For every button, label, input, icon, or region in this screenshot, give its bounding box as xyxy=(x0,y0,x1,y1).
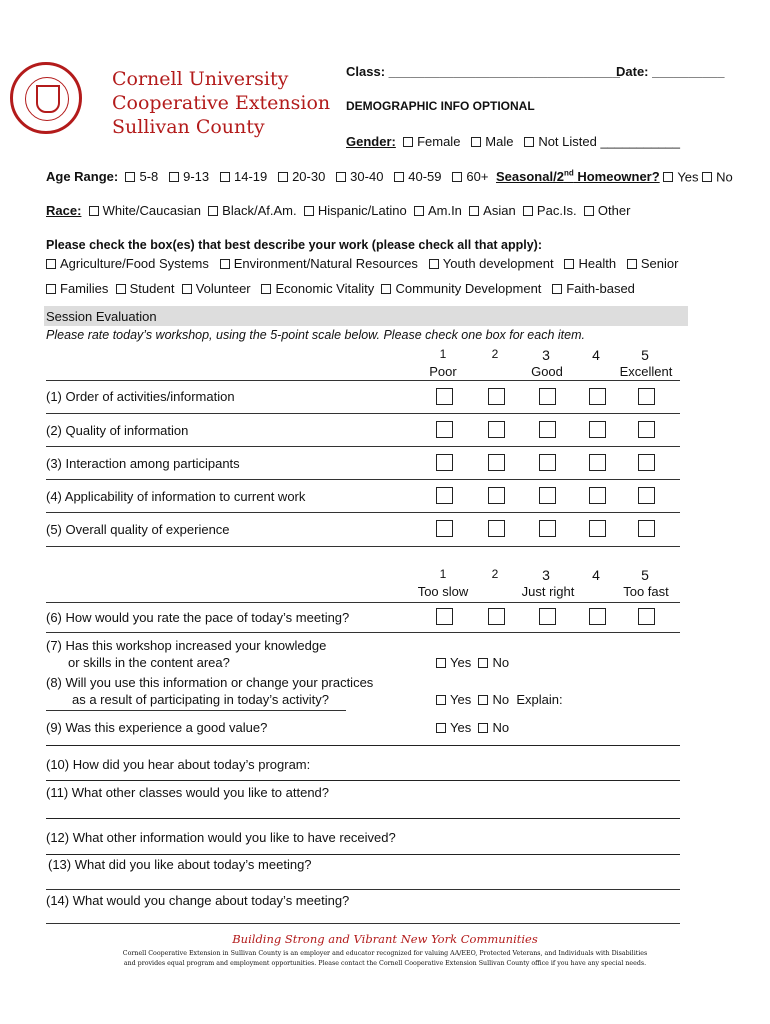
logo-line-2: Cooperative Extension xyxy=(112,92,331,114)
rating-2-option-2-checkbox[interactable] xyxy=(488,421,505,438)
question-11: (11) What other classes would you like to attend? xyxy=(46,785,330,800)
gender-option: Male xyxy=(485,134,514,149)
question-14: (14) What would you change about today’s meeting? xyxy=(46,893,350,908)
scale-num-4: 4 xyxy=(592,347,600,363)
divider xyxy=(46,446,680,447)
work-checkbox[interactable] xyxy=(46,284,56,294)
question-6: (6) How would you rate the pace of today’s meeting? xyxy=(46,610,350,625)
race-checkbox[interactable] xyxy=(208,206,218,216)
rating-3-option-4-checkbox[interactable] xyxy=(589,454,606,471)
work-checkbox[interactable] xyxy=(220,259,230,269)
pace-option-4-checkbox[interactable] xyxy=(589,608,606,625)
age-checkbox[interactable] xyxy=(278,172,288,182)
rating-2-option-1-checkbox[interactable] xyxy=(436,421,453,438)
q13-answer-line[interactable] xyxy=(46,889,680,890)
work-option: Student xyxy=(129,281,175,296)
pace-word-just-right: Just right xyxy=(521,584,575,599)
scale-word-poor: Poor xyxy=(429,364,457,379)
q9-no-checkbox[interactable] xyxy=(478,723,488,733)
rating-item-3: (3) Interaction among participants xyxy=(46,456,240,471)
pace-word-too-fast: Too fast xyxy=(623,584,669,599)
gender-label: Gender: xyxy=(346,134,396,149)
rating-4-option-3-checkbox[interactable] xyxy=(539,487,556,504)
divider xyxy=(46,479,680,480)
rating-item-5: (5) Overall quality of experience xyxy=(46,522,230,537)
rating-2-option-5-checkbox[interactable] xyxy=(638,421,655,438)
q7-options xyxy=(436,655,509,670)
rating-item-4: (4) Applicability of information to current work xyxy=(46,489,306,504)
logo-line-3: Sullivan County xyxy=(112,116,265,138)
q12-answer-line[interactable] xyxy=(46,854,680,855)
work-row-1 xyxy=(46,256,678,271)
race-option: Other xyxy=(597,203,631,218)
scale-word-excellent: Excellent xyxy=(619,364,673,379)
divider xyxy=(46,710,346,711)
work-heading: Please check the box(es) that best describe your work (please check all that apply): xyxy=(46,238,543,252)
footer-line-1: Cornell Cooperative Extension in Sullivan County is an employer and educator recognized for valuing AA/EEO, Protected Veterans, and Individuals with Disabilities xyxy=(122,950,648,957)
age-checkbox[interactable] xyxy=(169,172,179,182)
race-option: White/Caucasian xyxy=(102,203,201,218)
q9-no-label: No xyxy=(492,720,510,735)
divider xyxy=(46,745,680,746)
rating-5-option-2-checkbox[interactable] xyxy=(488,520,505,537)
rating-4-option-5-checkbox[interactable] xyxy=(638,487,655,504)
class-field[interactable]: Class: ________________________________ xyxy=(346,64,620,79)
race-checkbox[interactable] xyxy=(304,206,314,216)
work-option: Volunteer xyxy=(195,281,251,296)
question-7-line-2: or skills in the content area? xyxy=(68,655,230,670)
gender-male-checkbox[interactable] xyxy=(471,137,481,147)
scale-num-5: 5 xyxy=(641,347,649,363)
q8-yes-checkbox[interactable] xyxy=(436,695,446,705)
rating-3-option-2-checkbox[interactable] xyxy=(488,454,505,471)
question-13: (13) What did you like about today’s meeting? xyxy=(48,857,312,872)
q9-yes-label: Yes xyxy=(450,720,472,735)
age-checkbox[interactable] xyxy=(394,172,404,182)
race-option: Hispanic/Latino xyxy=(317,203,407,218)
race-row xyxy=(46,203,630,218)
rating-5-option-3-checkbox[interactable] xyxy=(539,520,556,537)
q8-yes-label: Yes xyxy=(450,692,472,707)
work-option: Environment/Natural Resources xyxy=(233,256,418,271)
race-checkbox[interactable] xyxy=(523,206,533,216)
session-title: Session Evaluation xyxy=(46,309,157,324)
pace-num-2: 2 xyxy=(491,567,499,581)
age-option: 60+ xyxy=(466,169,489,184)
age-checkbox[interactable] xyxy=(220,172,230,182)
work-option: Health xyxy=(578,256,617,271)
race-checkbox[interactable] xyxy=(469,206,479,216)
rating-1-option-2-checkbox[interactable] xyxy=(488,388,505,405)
work-checkbox[interactable] xyxy=(381,284,391,294)
work-row-2 xyxy=(46,281,635,296)
scale-num-2: 2 xyxy=(491,347,499,361)
scale-num-3: 3 xyxy=(542,347,550,363)
gender-option: Female xyxy=(417,134,461,149)
question-7-line-1: (7) Has this workshop increased your knowledge xyxy=(46,638,327,653)
work-option: Community Development xyxy=(395,281,542,296)
pace-num-5: 5 xyxy=(641,567,649,583)
rating-1-option-3-checkbox[interactable] xyxy=(539,388,556,405)
q14-answer-line[interactable] xyxy=(46,923,680,924)
work-checkbox[interactable] xyxy=(564,259,574,269)
gender-row xyxy=(346,134,680,149)
rating-2-option-3-checkbox[interactable] xyxy=(539,421,556,438)
age-option: 20-30 xyxy=(292,169,326,184)
pace-num-4: 4 xyxy=(592,567,600,583)
seasonal-row xyxy=(496,169,733,184)
question-10: (10) How did you hear about today’s program: xyxy=(46,757,311,772)
seasonal-no-label: No xyxy=(716,169,733,185)
age-row xyxy=(46,169,488,184)
race-option: Black/Af.Am. xyxy=(222,203,297,218)
rating-item-2: (2) Quality of information xyxy=(46,423,189,438)
divider xyxy=(46,546,680,547)
work-checkbox[interactable] xyxy=(182,284,192,294)
footer-line-2: and provides equal program and employment opportunities. Please contact the Cornell Cooperative Extension Sullivan County office if you have any special needs. xyxy=(123,960,647,967)
race-option: Am.In xyxy=(427,203,462,218)
q11-answer-line[interactable] xyxy=(46,818,680,819)
age-checkbox[interactable] xyxy=(452,172,462,182)
pace-num-1: 1 xyxy=(439,567,447,581)
rating-3-option-3-checkbox[interactable] xyxy=(539,454,556,471)
race-option: Pac.Is. xyxy=(536,203,577,218)
work-checkbox[interactable] xyxy=(627,259,637,269)
rating-item-1: (1) Order of activities/information xyxy=(46,389,235,404)
divider xyxy=(46,413,680,414)
rating-3-option-5-checkbox[interactable] xyxy=(638,454,655,471)
work-option: Families xyxy=(60,281,109,296)
divider xyxy=(46,512,680,513)
pace-word-too-slow: Too slow xyxy=(417,584,469,599)
rating-3-option-1-checkbox[interactable] xyxy=(436,454,453,471)
work-checkbox[interactable] xyxy=(429,259,439,269)
q7-yes-label: Yes xyxy=(450,655,472,670)
pace-option-1-checkbox[interactable] xyxy=(436,608,453,625)
question-8-line-1: (8) Will you use this information or change your practices xyxy=(46,675,374,690)
seasonal-yes-label: Yes xyxy=(677,169,699,185)
q7-no-label: No xyxy=(492,655,510,670)
pace-num-3: 3 xyxy=(542,567,550,583)
logo-line-1: Cornell University xyxy=(112,68,289,90)
seasonal-label: Seasonal/2nd Homeowner? xyxy=(496,169,660,185)
work-checkbox[interactable] xyxy=(261,284,271,294)
rating-4-option-2-checkbox[interactable] xyxy=(488,487,505,504)
seasonal-yes-checkbox[interactable] xyxy=(663,172,673,182)
q8-options xyxy=(436,692,563,707)
q9-yes-checkbox[interactable] xyxy=(436,723,446,733)
work-checkbox[interactable] xyxy=(116,284,126,294)
demographic-heading: DEMOGRAPHIC INFO OPTIONAL xyxy=(346,99,535,113)
gender-not-listed-checkbox[interactable] xyxy=(524,137,534,147)
q8-no-checkbox[interactable] xyxy=(478,695,488,705)
race-option: Asian xyxy=(483,203,516,218)
q8-no-label: No xyxy=(492,692,510,707)
cornell-seal-logo xyxy=(10,62,82,134)
gender-female-checkbox[interactable] xyxy=(403,137,413,147)
work-option: Faith-based xyxy=(566,281,635,296)
scale-word-good: Good xyxy=(531,364,563,379)
scale-num-1: 1 xyxy=(439,347,447,361)
age-label: Age Range: xyxy=(46,169,119,184)
date-field[interactable]: Date: __________ xyxy=(616,64,725,79)
divider xyxy=(46,632,680,633)
race-label: Race: xyxy=(46,203,82,218)
session-instructions: Please rate today’s workshop, using the 5-point scale below. Please check one box for each item. xyxy=(46,328,585,342)
work-option: Agriculture/Food Systems xyxy=(60,256,209,271)
rating-1-option-4-checkbox[interactable] xyxy=(589,388,606,405)
q7-yes-checkbox[interactable] xyxy=(436,658,446,668)
age-option: 14-19 xyxy=(233,169,268,184)
age-checkbox[interactable] xyxy=(125,172,135,182)
race-checkbox[interactable] xyxy=(414,206,424,216)
q9-options xyxy=(436,720,509,735)
seasonal-no-checkbox[interactable] xyxy=(702,172,712,182)
q10-answer-line[interactable] xyxy=(46,780,680,781)
work-option: Senior xyxy=(640,256,679,271)
q8-explain-label: Explain: xyxy=(516,692,563,707)
footer-tagline: Building Strong and Vibrant New York Communities xyxy=(232,932,538,946)
age-option: 5-8 xyxy=(139,169,159,184)
q7-no-checkbox[interactable] xyxy=(478,658,488,668)
question-8-line-2: as a result of participating in today’s activity? xyxy=(72,692,330,707)
age-checkbox[interactable] xyxy=(336,172,346,182)
rating-1-option-1-checkbox[interactable] xyxy=(436,388,453,405)
pace-option-3-checkbox[interactable] xyxy=(539,608,556,625)
age-option: 40-59 xyxy=(408,169,442,184)
rating-5-option-4-checkbox[interactable] xyxy=(589,520,606,537)
race-checkbox[interactable] xyxy=(89,206,99,216)
rating-5-option-5-checkbox[interactable] xyxy=(638,520,655,537)
work-option: Youth development xyxy=(442,256,554,271)
pace-option-2-checkbox[interactable] xyxy=(488,608,505,625)
work-checkbox[interactable] xyxy=(552,284,562,294)
work-option: Economic Vitality xyxy=(275,281,375,296)
rating-5-option-1-checkbox[interactable] xyxy=(436,520,453,537)
gender-option: Not Listed ___________ xyxy=(538,134,680,149)
question-12: (12) What other information would you like to have received? xyxy=(46,830,396,845)
pace-option-5-checkbox[interactable] xyxy=(638,608,655,625)
age-option: 9-13 xyxy=(183,169,210,184)
rating-2-option-4-checkbox[interactable] xyxy=(589,421,606,438)
question-9: (9) Was this experience a good value? xyxy=(46,720,268,735)
rating-4-option-4-checkbox[interactable] xyxy=(589,487,606,504)
work-checkbox[interactable] xyxy=(46,259,56,269)
age-option: 30-40 xyxy=(350,169,384,184)
race-checkbox[interactable] xyxy=(584,206,594,216)
rating-4-option-1-checkbox[interactable] xyxy=(436,487,453,504)
divider xyxy=(46,380,680,381)
rating-1-option-5-checkbox[interactable] xyxy=(638,388,655,405)
divider xyxy=(46,602,680,603)
